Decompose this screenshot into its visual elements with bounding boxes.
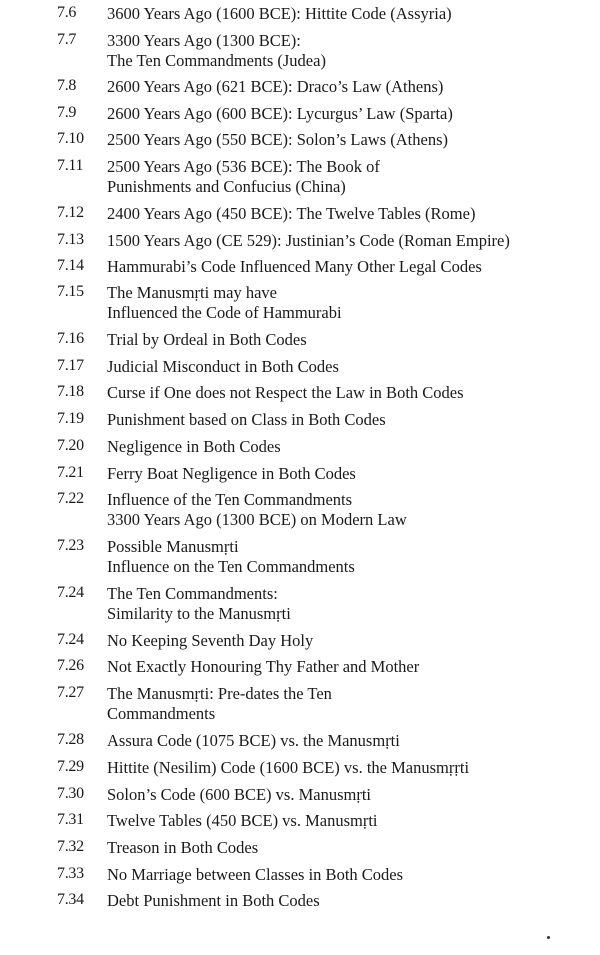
section-number: 7.27 (57, 684, 84, 701)
section-title (107, 838, 587, 858)
section-title (107, 758, 587, 778)
section-title-line: No Marriage between Classes in Both Codes (107, 865, 404, 884)
stray-dot (547, 936, 550, 939)
section-number: 7.14 (57, 257, 84, 274)
section-title (107, 865, 587, 885)
section-title-line: 3300 Years Ago (1300 BCE): (107, 31, 301, 50)
section-number: 7.28 (57, 731, 84, 748)
section-title-line: Judicial Misconduct in Both Codes (107, 357, 339, 376)
section-number: 7.21 (57, 464, 84, 481)
section-number: 7.32 (57, 838, 84, 855)
section-number: 7.17 (57, 357, 84, 374)
section-title-line: Solon’s Code (600 BCE) vs. Manusmṛti (107, 785, 372, 804)
section-number: 7.26 (57, 657, 84, 674)
section-title (107, 410, 587, 430)
section-number: 7.18 (57, 383, 84, 400)
section-number: 7.12 (57, 204, 84, 221)
section-title-line: 2500 Years Ago (536 BCE): The Book of (107, 157, 380, 176)
section-title-line: Negligence in Both Codes (107, 437, 281, 456)
section-number: 7.34 (57, 891, 84, 908)
section-title-line: The Manusmṛti: Pre-dates the Ten (107, 684, 332, 703)
section-title (107, 684, 587, 724)
section-title-line: Punishment based on Class in Both Codes (107, 410, 386, 429)
section-title (107, 283, 587, 323)
section-title-line: Commandments (107, 704, 216, 723)
section-title-line: Similarity to the Manusmṛti (107, 604, 291, 623)
section-title (107, 731, 587, 751)
section-title-line: The Manusmṛti may have (107, 283, 277, 302)
section-title-line: Assura Code (1075 BCE) vs. the Manusmṛti (107, 731, 400, 750)
section-title-line: 3300 Years Ago (1300 BCE) on Modern Law (107, 510, 407, 529)
section-number: 7.20 (57, 437, 84, 454)
section-title-line: Possible Manusmṛti (107, 537, 239, 556)
section-number: 7.15 (57, 283, 84, 300)
section-title-line: 1500 Years Ago (CE 529): Justinian’s Code (Roman Empire) (107, 231, 510, 250)
section-number: 7.22 (57, 490, 84, 507)
section-title-line: Hammurabi’s Code Influenced Many Other Legal Codes (107, 257, 482, 276)
section-title (107, 31, 587, 71)
section-title (107, 490, 587, 530)
section-number: 7.23 (57, 537, 84, 554)
section-title-line: Ferry Boat Negligence in Both Codes (107, 464, 356, 483)
section-title-line: Influenced the Code of Hammurabi (107, 303, 342, 322)
section-title (107, 657, 587, 677)
section-title-line: Punishments and Confucius (China) (107, 177, 346, 196)
section-title-line: The Ten Commandments: (107, 584, 278, 603)
section-title (107, 383, 587, 403)
section-title (107, 231, 587, 251)
section-title-line: Twelve Tables (450 BCE) vs. Manusmṛti (107, 811, 378, 830)
section-number: 7.19 (57, 410, 84, 427)
section-title-line: Curse if One does not Respect the Law in Both Codes (107, 383, 464, 402)
section-number: 7.30 (57, 785, 84, 802)
section-title (107, 157, 587, 197)
section-number: 7.6 (57, 4, 77, 21)
section-title-line: The Ten Commandments (Judea) (107, 51, 326, 70)
section-title-line: No Keeping Seventh Day Holy (107, 631, 314, 650)
section-title-line: Not Exactly Honouring Thy Father and Mother (107, 657, 420, 676)
section-number: 7.11 (57, 157, 84, 174)
section-number: 7.16 (57, 330, 84, 347)
section-title (107, 357, 587, 377)
section-number: 7.7 (57, 31, 77, 48)
section-number: 7.29 (57, 758, 84, 775)
section-title (107, 631, 587, 651)
section-title (107, 584, 587, 624)
section-title-line: 3600 Years Ago (1600 BCE): Hittite Code (Assyria) (107, 4, 452, 23)
section-title (107, 811, 587, 831)
section-title (107, 257, 587, 277)
section-title (107, 204, 587, 224)
section-title-line: Hittite (Nesilim) Code (1600 BCE) vs. the Manusmṛṛti (107, 758, 470, 777)
section-number: 7.24 (57, 631, 84, 648)
section-title (107, 130, 587, 150)
section-title-line: Influence on the Ten Commandments (107, 557, 355, 576)
section-title (107, 437, 587, 457)
section-title (107, 77, 587, 97)
section-number: 7.10 (57, 130, 84, 147)
section-title-line: 2500 Years Ago (550 BCE): Solon’s Laws (Athens) (107, 130, 448, 149)
section-title-line: Debt Punishment in Both Codes (107, 891, 320, 910)
section-number: 7.9 (57, 104, 77, 121)
section-title (107, 891, 587, 911)
section-number: 7.24 (57, 584, 84, 601)
section-title (107, 330, 587, 350)
section-title-line: Influence of the Ten Commandments (107, 490, 353, 509)
section-number: 7.8 (57, 77, 77, 94)
section-title (107, 537, 587, 577)
section-title-line: 2400 Years Ago (450 BCE): The Twelve Tables (Rome) (107, 204, 476, 223)
section-number: 7.31 (57, 811, 84, 828)
section-title-line: 2600 Years Ago (600 BCE): Lycurgus’ Law (Sparta) (107, 104, 453, 123)
section-title-line: Trial by Ordeal in Both Codes (107, 330, 307, 349)
section-title-line: Treason in Both Codes (107, 838, 259, 857)
section-title (107, 4, 587, 24)
section-number: 7.33 (57, 865, 84, 882)
section-number: 7.13 (57, 231, 84, 248)
section-title (107, 104, 587, 124)
section-title-line: 2600 Years Ago (621 BCE): Draco’s Law (Athens) (107, 77, 444, 96)
section-title (107, 785, 587, 805)
section-title (107, 464, 587, 484)
